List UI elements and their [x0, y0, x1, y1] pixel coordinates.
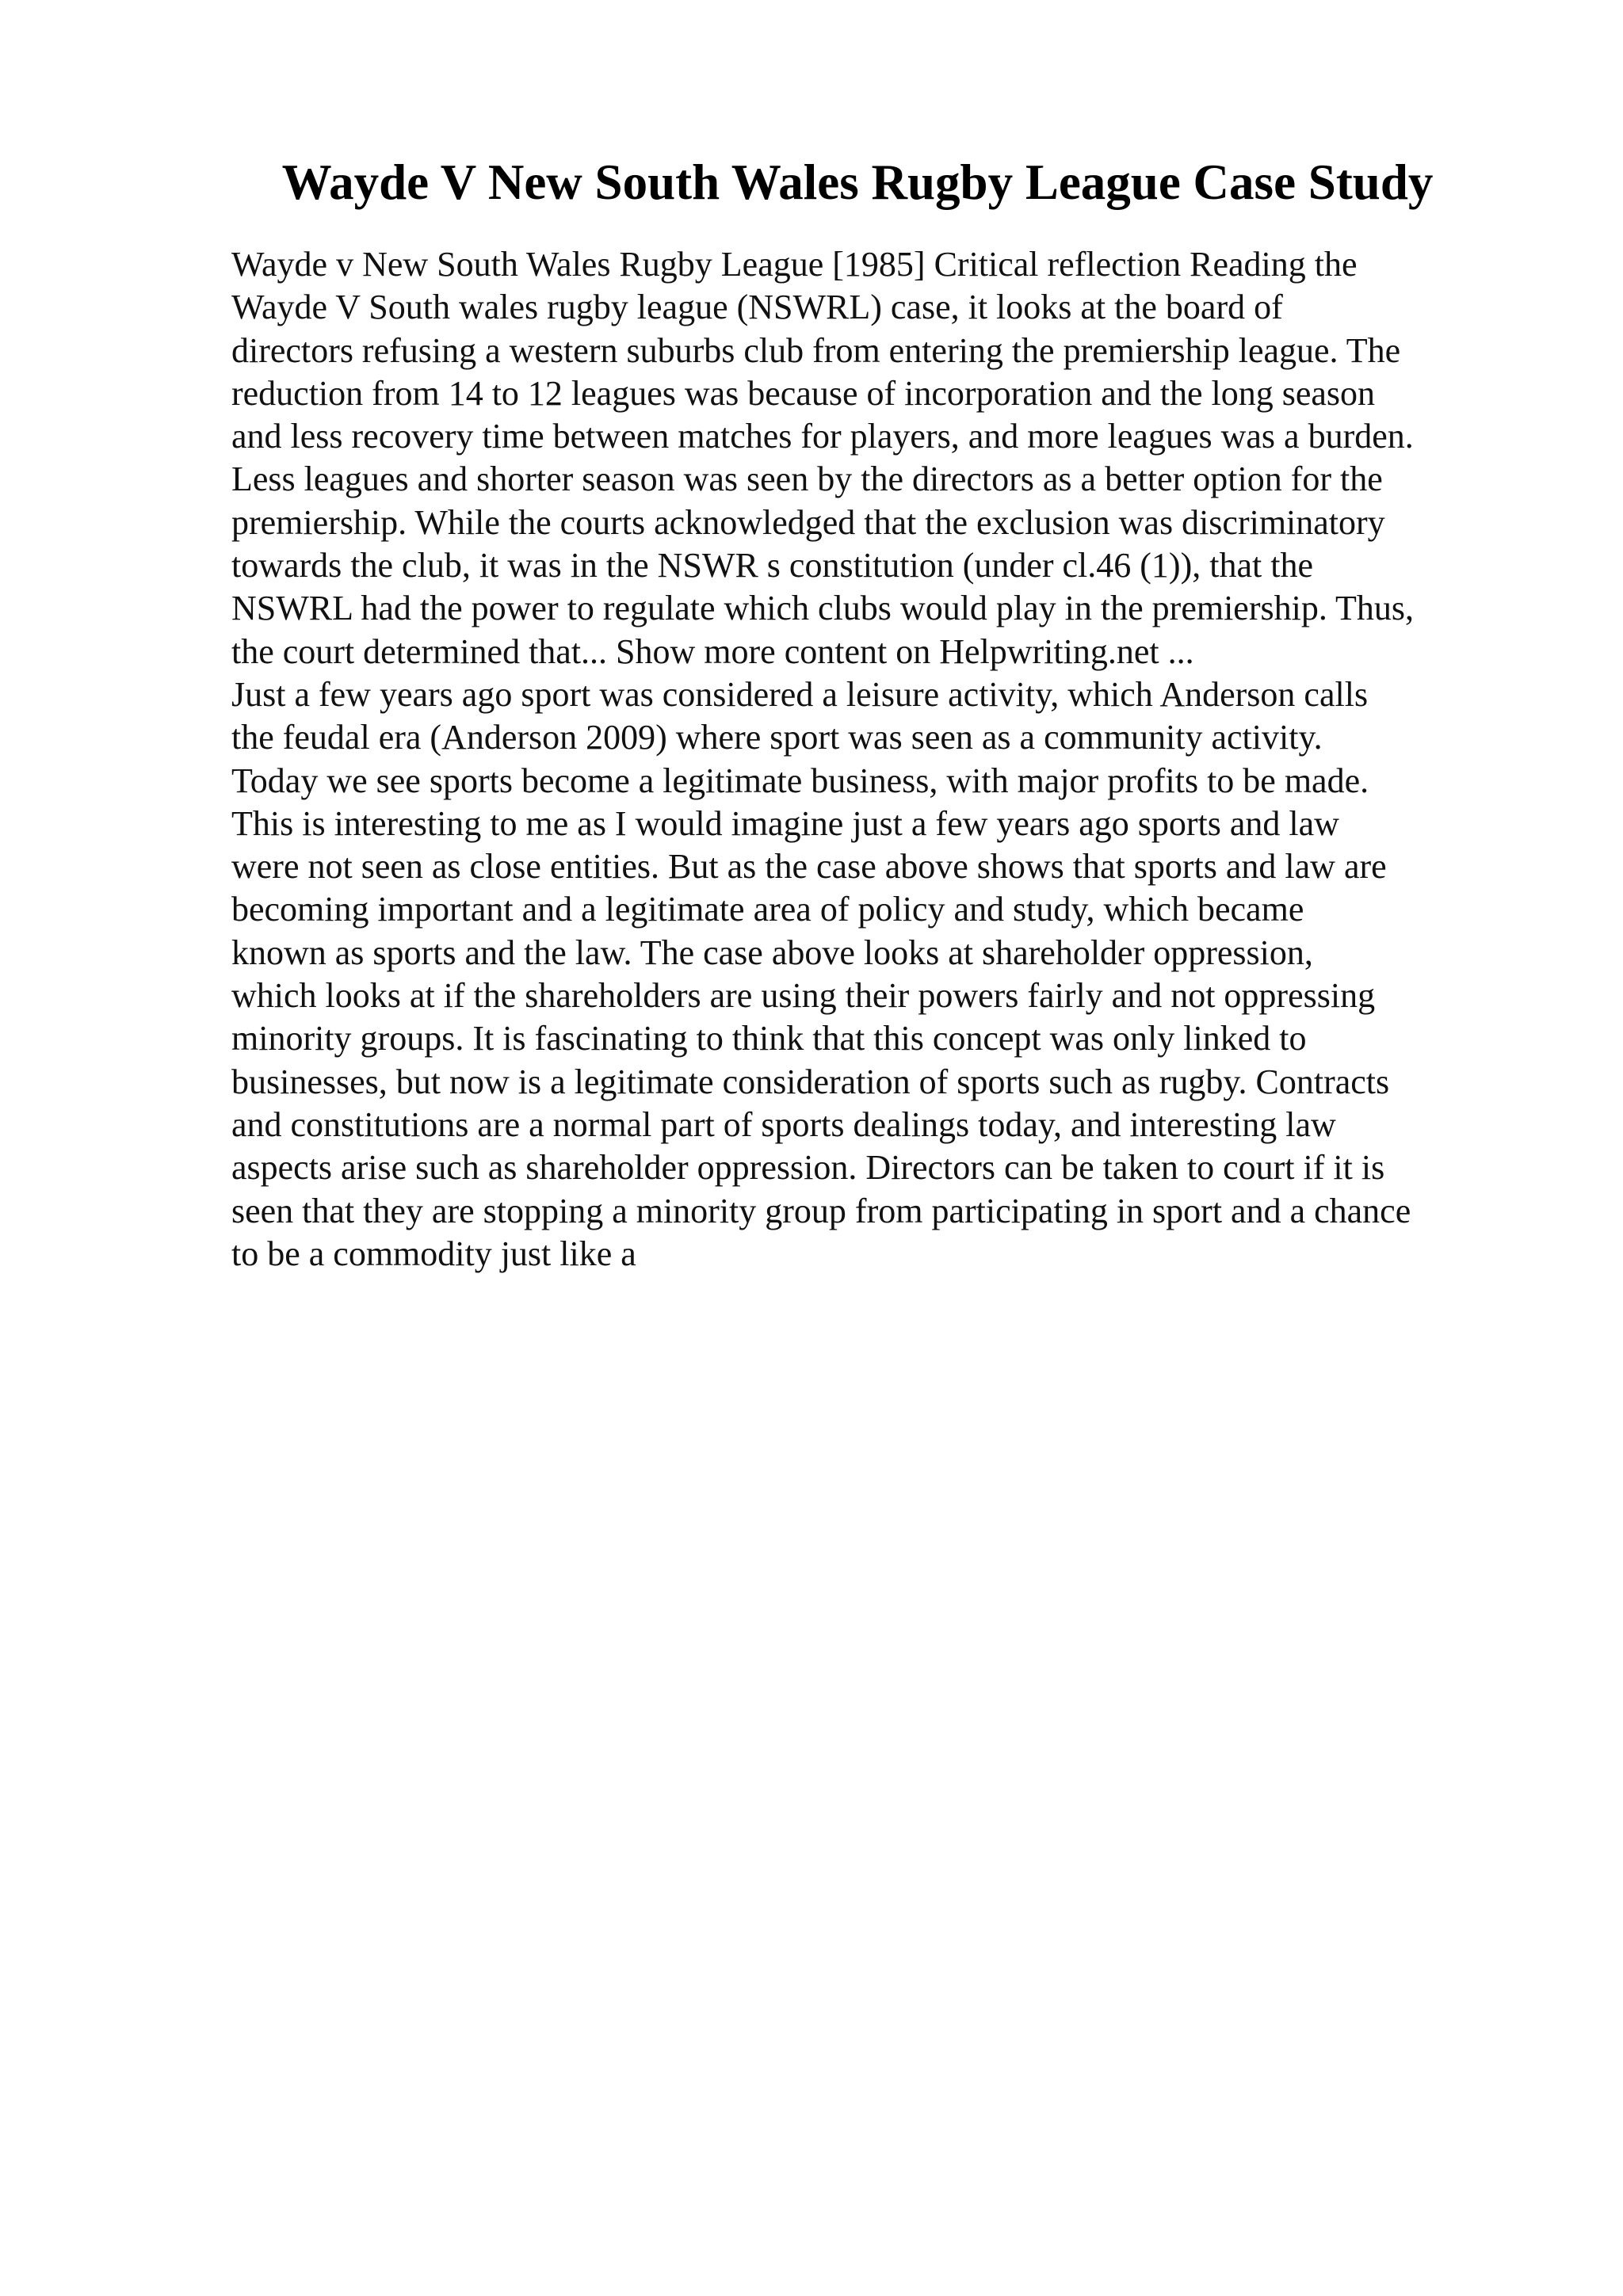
body-line: to be a commodity just like a — [231, 1234, 636, 1273]
body-line: were not seen as close entities. But as the case above shows that sports and law are — [231, 847, 1387, 887]
body-line: towards the club, it was in the NSWR s constitution (under cl.46 (1)), that the — [231, 546, 1313, 585]
body-line: minority groups. It is fascinating to think that this concept was only linked to — [231, 1019, 1307, 1058]
body-line: Wayde V South wales rugby league (NSWRL) case, it looks at the board of — [231, 288, 1283, 327]
body-line: Just a few years ago sport was considered a leisure activity, which Anderson calls — [231, 674, 1369, 714]
body-line: premiership. While the courts acknowledged that the exclusion was discriminatory — [231, 502, 1385, 542]
body-line: the feudal era (Anderson 2009) where sport was seen as a community activity. — [231, 718, 1323, 757]
body-line: and constitutions are a normal part of sports dealings today, and interesting law — [231, 1104, 1336, 1144]
body-line: reduction from 14 to 12 leagues was because of incorporation and the long season — [231, 373, 1376, 413]
body-line: This is interesting to me as I would imagine just a few years ago sports and law — [231, 803, 1339, 843]
document-body — [231, 243, 1499, 1276]
body-line: the court determined that... Show more content on Helpwriting.net ... — [231, 631, 1194, 671]
body-line: and less recovery time between matches for players, and more leagues was a burden. — [231, 417, 1414, 456]
body-line: directors refusing a western suburbs club from entering the premiership league. The — [231, 330, 1401, 370]
body-line: Wayde v New South Wales Rugby League [1985] Critical reflection Reading the — [231, 245, 1358, 284]
body-line: becoming important and a legitimate area of policy and study, which became — [231, 890, 1304, 929]
body-line: Today we see sports become a legitimate business, with major profits to be made. — [231, 761, 1369, 800]
body-line: Less leagues and shorter season was seen by the directors as a better option for the — [231, 460, 1383, 499]
body-line: known as sports and the law. The case above looks at shareholder oppression, — [231, 933, 1313, 972]
body-line: seen that they are stopping a minority group from participating in sport and a chance — [231, 1191, 1411, 1230]
document-title: Wayde V New South Wales Rugby League Case Study — [281, 154, 1434, 210]
body-line: businesses, but now is a legitimate consideration of sports such as rugby. Contracts — [231, 1062, 1390, 1101]
body-line: NSWRL had the power to regulate which clubs would play in the premiership. Thus, — [231, 589, 1415, 628]
body-line: aspects arise such as shareholder oppression. Directors can be taken to court if it is — [231, 1148, 1385, 1188]
body-line: which looks at if the shareholders are using their powers fairly and not oppressing — [231, 976, 1376, 1016]
